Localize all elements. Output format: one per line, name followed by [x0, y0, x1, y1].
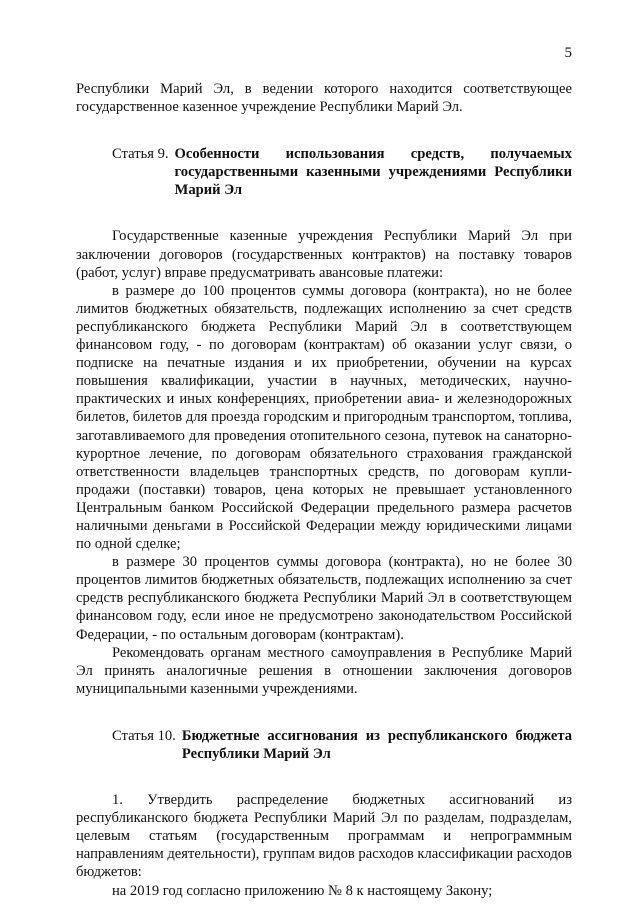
- intro-paragraph: Республики Марий Эл, в ведении которого находится соответствующее государственное казенное учреждение Республики Марий Эл.: [76, 81, 572, 116]
- article-10-heading: [112, 727, 572, 763]
- article-9-paragraph-4: Рекомендовать органам местного самоуправления в Республике Марий Эл принять аналогичные решения в отношении заключения договоров муниципальными казенными учреждениями.: [76, 644, 572, 697]
- page-number: 5: [564, 45, 572, 61]
- article-9-heading: [112, 145, 572, 199]
- document-body: [76, 80, 572, 900]
- article-10-label: Статья 10.: [112, 727, 176, 744]
- article-10-paragraph-2: на 2019 год согласно приложению № 8 к настоящему Закону;: [112, 882, 493, 899]
- article-9-paragraph-3: в размере 30 процентов суммы договора (контракта), но не более 30 процентов лимитов бюджетных обязательств, подлежащих исполнению за счет средств республиканского бюджета Республики Марий Эл в соответствующем финансовом году, если иное не предусмотрено законодательством Российской Федерации, - по остальным договорам (контрактам).: [76, 554, 572, 643]
- article-10-paragraph-1: 1. Утвердить распределение бюджетных ассигнований из республиканского бюджета Республики Марий Эл по разделам, подразделам, целевым статьям (государственным программам и непрограммным направлениям деятельности), группам видов расходов классификации расходов бюджетов:: [76, 792, 572, 881]
- article-9-title: Особенности использования средств, получаемых государственными казенными учреждениями Республики Марий Эл: [174, 146, 572, 199]
- article-9-label: Статья 9.: [112, 146, 169, 163]
- article-9-paragraph-1: Государственные казенные учреждения Республики Марий Эл при заключении договоров (государственных контрактов) на поставку товаров (работ, услуг) вправе предусматривать авансовые платежи:: [76, 228, 572, 281]
- article-10-title: Бюджетные ассигнования из республиканского бюджета Республики Марий Эл: [181, 727, 572, 762]
- article-9-paragraph-2: в размере до 100 процентов суммы договора (контракта), но не более лимитов бюджетных обязательств, подлежащих исполнению за счет средств республиканского бюджета Республики Марий Эл в соответствующем финансовом году, - по договорам (контрактам) об оказании услуг связи, о подписке на печатные издания и их приобретении, обучении на курсах повышения квалификации, участии в научных, методических, научно-практических и иных конференциях, приобретении авиа- и железнодорожных билетов, билетов для проезда городским и пригородным транспортом, топлива, заготавливаемого для проведения отопительного сезона, путевок на санаторно-курортное лечение, по договорам обязательного страхования гражданской ответственности владельцев транспортных средств, по договорам купли-продажи (поставки) товаров, цена которых не превышает установленного Центральным банком Российской Федерации предельного размера расчетов наличными деньгами в Российской Федерации между юридическими лицами по одной сделке;: [76, 282, 572, 553]
